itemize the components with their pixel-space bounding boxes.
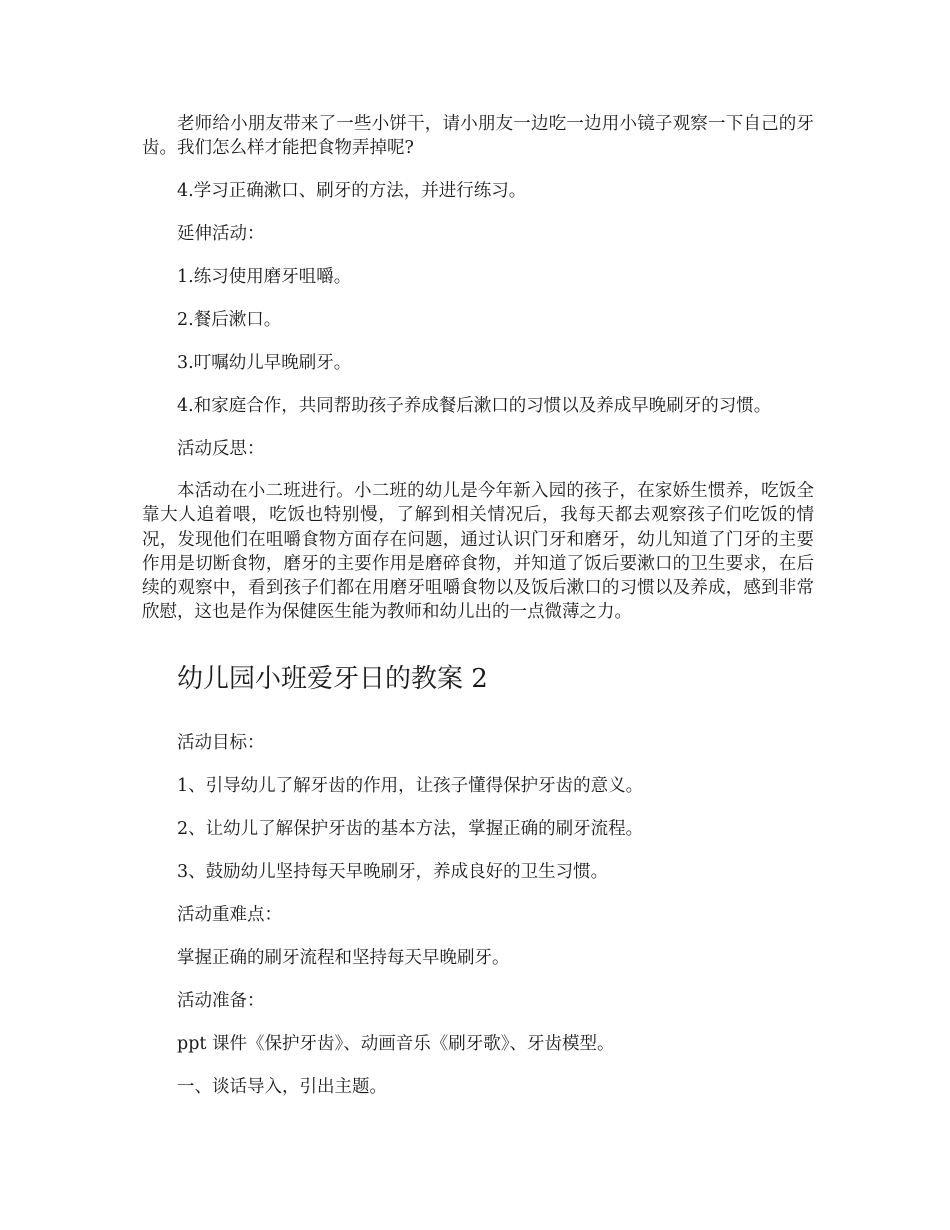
preparation-text: ppt 课件《保护牙齿》、动画音乐《刷牙歌》、牙齿模型。 — [177, 1034, 615, 1054]
step-1-title: 一、谈话导入，引出主题。 — [177, 1077, 387, 1097]
step-4-text: 4.学习正确漱口、刷牙的方法，并进行练习。 — [177, 181, 527, 201]
goal-item: 1、引导幼儿了解牙齿的作用，让孩子懂得保护牙齿的意义。 — [177, 776, 644, 796]
preparation-title: 活动准备： — [177, 991, 265, 1011]
extension-item: 4.和家庭合作，共同帮助孩子养成餐后漱口的习惯以及养成早晚刷牙的习惯。 — [177, 396, 772, 416]
goal-item: 2、让幼儿了解保护牙齿的基本方法，掌握正确的刷牙流程。 — [177, 819, 644, 839]
intro-paragraph: 老师给小朋友带来了一些小饼干，请小朋友一边吃一边用小镜子观察一下自己的牙齿。我们怎么样才能把食物弄掉呢? — [142, 114, 814, 159]
reflection-title: 活动反思： — [177, 439, 265, 459]
extension-item: 1.练习使用磨牙咀嚼。 — [177, 267, 352, 287]
extension-title: 延伸活动： — [177, 224, 265, 244]
extension-item: 3.叮嘱幼儿早晚刷牙。 — [177, 353, 352, 373]
key-points-text: 掌握正确的刷牙流程和坚持每天早晚刷牙。 — [177, 948, 510, 968]
key-points-title: 活动重难点： — [177, 905, 282, 925]
section-heading: 幼儿园小班爱牙日的教案 2 — [177, 664, 488, 694]
goals-title: 活动目标： — [177, 733, 265, 753]
extension-item: 2.餐后漱口。 — [177, 310, 282, 330]
reflection-paragraph: 本活动在小二班进行。小二班的幼儿是今年新入园的孩子，在家娇生惯养，吃饭全靠大人追着喂，吃饭也特别慢，了解到相关情况后，我每天都去观察孩子们吃饭的情况，发现他们在咀嚼食物方面存在问题，通过认识门牙和磨牙，幼儿知道了门牙的主要作用是切断食物，磨牙的主要作用是磨碎食物，并知道了饭后要漱口的卫生要求，在后续的观察中，看到孩子们都在用磨牙咀嚼食物以及饭后漱口的习惯以及养成，感到非常欣慰，这也是作为保健医生能为教师和幼儿出的一点微薄之力。 — [142, 481, 814, 623]
goal-item: 3、鼓励幼儿坚持每天早晚刷牙，养成良好的卫生习惯。 — [177, 862, 609, 882]
